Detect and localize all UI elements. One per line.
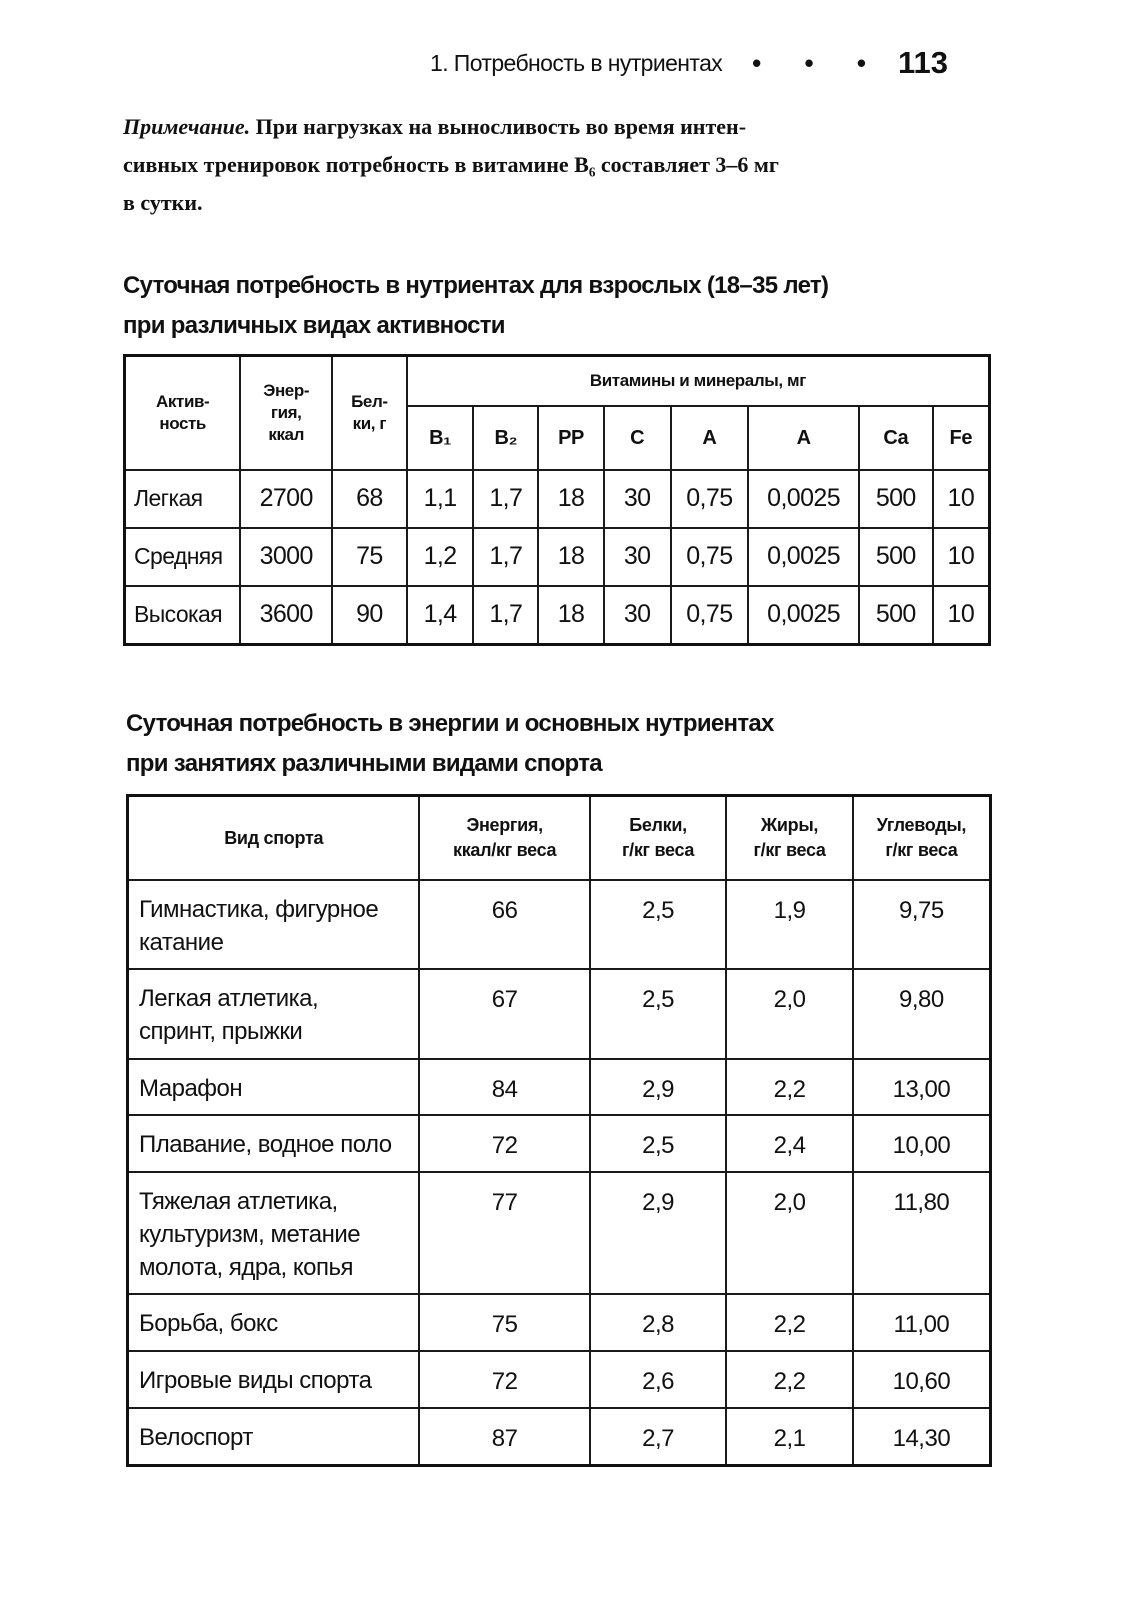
cell-energy: 72 (419, 1115, 589, 1172)
cell-fat: 2,4 (726, 1115, 853, 1172)
cell-a-second: 0,0025 (748, 528, 859, 586)
cell-a: 0,75 (671, 470, 749, 528)
header-a-second: A (748, 406, 859, 470)
header-sport: Вид спорта (128, 796, 420, 881)
cell-a-second: 0,0025 (748, 586, 859, 645)
cell-energy: 3000 (240, 528, 332, 586)
cell-protein: 2,9 (590, 1059, 726, 1115)
cell-protein: 2,6 (590, 1351, 726, 1408)
table2-title: Суточная потребность в энергии и основных нутриентах при занятиях различными видами спорта (126, 710, 774, 777)
cell-a: 0,75 (671, 528, 749, 586)
table-row (128, 1059, 991, 1115)
cell-b1: 1,1 (407, 470, 474, 528)
cell-fat: 2,2 (726, 1294, 853, 1351)
header-activity: Актив- ность (125, 356, 241, 470)
cell-protein: 2,5 (590, 969, 726, 1059)
table-row (128, 969, 991, 1059)
cell-sport: Марафон (128, 1059, 420, 1115)
cell-c: 30 (604, 586, 671, 645)
cell-activity: Средняя (125, 528, 241, 586)
header-energy: Энергия, ккал/кг веса (419, 796, 589, 881)
cell-c: 30 (604, 470, 671, 528)
cell-sport: Игровые виды спорта (128, 1351, 420, 1408)
header-c: C (604, 406, 671, 470)
cell-fat: 2,0 (726, 969, 853, 1059)
cell-carbs: 13,00 (853, 1059, 991, 1115)
cell-energy: 67 (419, 969, 589, 1059)
cell-protein: 68 (332, 470, 407, 528)
cell-protein: 90 (332, 586, 407, 645)
cell-carbs: 9,75 (853, 880, 991, 969)
cell-activity: Высокая (125, 586, 241, 645)
cell-energy: 87 (419, 1408, 589, 1465)
cell-carbs: 9,80 (853, 969, 991, 1059)
cell-energy: 72 (419, 1351, 589, 1408)
cell-carbs: 10,00 (853, 1115, 991, 1172)
cell-a: 0,75 (671, 586, 749, 645)
cell-sport: Велоспорт (128, 1408, 420, 1465)
cell-sport: Плавание, водное поло (128, 1115, 420, 1172)
activity-nutrient-table (123, 354, 991, 646)
table-row (125, 528, 990, 586)
header-b2: B₂ (473, 406, 538, 470)
cell-energy: 77 (419, 1172, 589, 1294)
note-paragraph (123, 108, 993, 222)
table-row (128, 1115, 991, 1172)
header-b1: B₁ (407, 406, 474, 470)
cell-pp: 18 (538, 586, 604, 645)
cell-pp: 18 (538, 470, 604, 528)
header-protein: Бел- ки, г (332, 356, 407, 470)
note-label: Примечание. (123, 114, 251, 139)
header-a: A (671, 406, 749, 470)
running-header (430, 38, 1010, 88)
cell-b2: 1,7 (473, 470, 538, 528)
cell-fe: 10 (933, 586, 990, 645)
header-dots: • • • (752, 47, 884, 78)
sport-nutrient-table (126, 794, 992, 1467)
cell-c: 30 (604, 528, 671, 586)
cell-fe: 10 (933, 528, 990, 586)
cell-protein: 2,7 (590, 1408, 726, 1465)
table1-title: Суточная потребность в нутриентах для взрослых (18–35 лет) при различных видах активности (123, 272, 829, 339)
cell-sport: Гимнастика, фигурное катание (128, 880, 420, 969)
table-row (128, 880, 991, 969)
header-pp: PP (538, 406, 604, 470)
cell-carbs: 11,00 (853, 1294, 991, 1351)
cell-carbs: 14,30 (853, 1408, 991, 1465)
table-row (128, 1351, 991, 1408)
cell-fat: 2,1 (726, 1408, 853, 1465)
cell-fat: 1,9 (726, 880, 853, 969)
chapter-title: 1. Потребность в нутриентах (430, 49, 723, 76)
table-row (128, 1294, 991, 1351)
cell-protein: 2,5 (590, 880, 726, 969)
cell-protein: 2,9 (590, 1172, 726, 1294)
cell-energy: 2700 (240, 470, 332, 528)
cell-protein: 2,8 (590, 1294, 726, 1351)
header-energy: Энер- гия, ккал (240, 356, 332, 470)
note-text: При нагрузках на выносливость во время интен- сивных тренировок потребность в витамине B₆ составляет 3–6 мг в сутки. (123, 114, 779, 215)
cell-b2: 1,7 (473, 586, 538, 645)
cell-energy: 84 (419, 1059, 589, 1115)
table-row (128, 1408, 991, 1465)
cell-b1: 1,4 (407, 586, 474, 645)
cell-a-second: 0,0025 (748, 470, 859, 528)
header-fe: Fe (933, 406, 990, 470)
table-row (128, 1172, 991, 1294)
cell-fe: 10 (933, 470, 990, 528)
cell-fat: 2,2 (726, 1059, 853, 1115)
cell-pp: 18 (538, 528, 604, 586)
header-protein: Белки, г/кг веса (590, 796, 726, 881)
table-row (125, 586, 990, 645)
cell-carbs: 10,60 (853, 1351, 991, 1408)
cell-sport: Борьба, бокс (128, 1294, 420, 1351)
cell-sport: Легкая атлетика, спринт, прыжки (128, 969, 420, 1059)
cell-ca: 500 (859, 470, 933, 528)
cell-energy: 66 (419, 880, 589, 969)
table-row (125, 470, 990, 528)
cell-energy: 3600 (240, 586, 332, 645)
cell-ca: 500 (859, 586, 933, 645)
cell-protein: 2,5 (590, 1115, 726, 1172)
cell-protein: 75 (332, 528, 407, 586)
cell-ca: 500 (859, 528, 933, 586)
cell-b2: 1,7 (473, 528, 538, 586)
cell-fat: 2,0 (726, 1172, 853, 1294)
header-vitamins-minerals: Витамины и минералы, мг (407, 356, 990, 406)
cell-fat: 2,2 (726, 1351, 853, 1408)
cell-b1: 1,2 (407, 528, 474, 586)
header-ca: Ca (859, 406, 933, 470)
cell-sport: Тяжелая атлетика, культуризм, метание молота, ядра, копья (128, 1172, 420, 1294)
page-number: 113 (897, 45, 948, 80)
header-fat: Жиры, г/кг веса (726, 796, 853, 881)
cell-carbs: 11,80 (853, 1172, 991, 1294)
cell-energy: 75 (419, 1294, 589, 1351)
header-carbs: Углеводы, г/кг веса (853, 796, 991, 881)
cell-activity: Легкая (125, 470, 241, 528)
